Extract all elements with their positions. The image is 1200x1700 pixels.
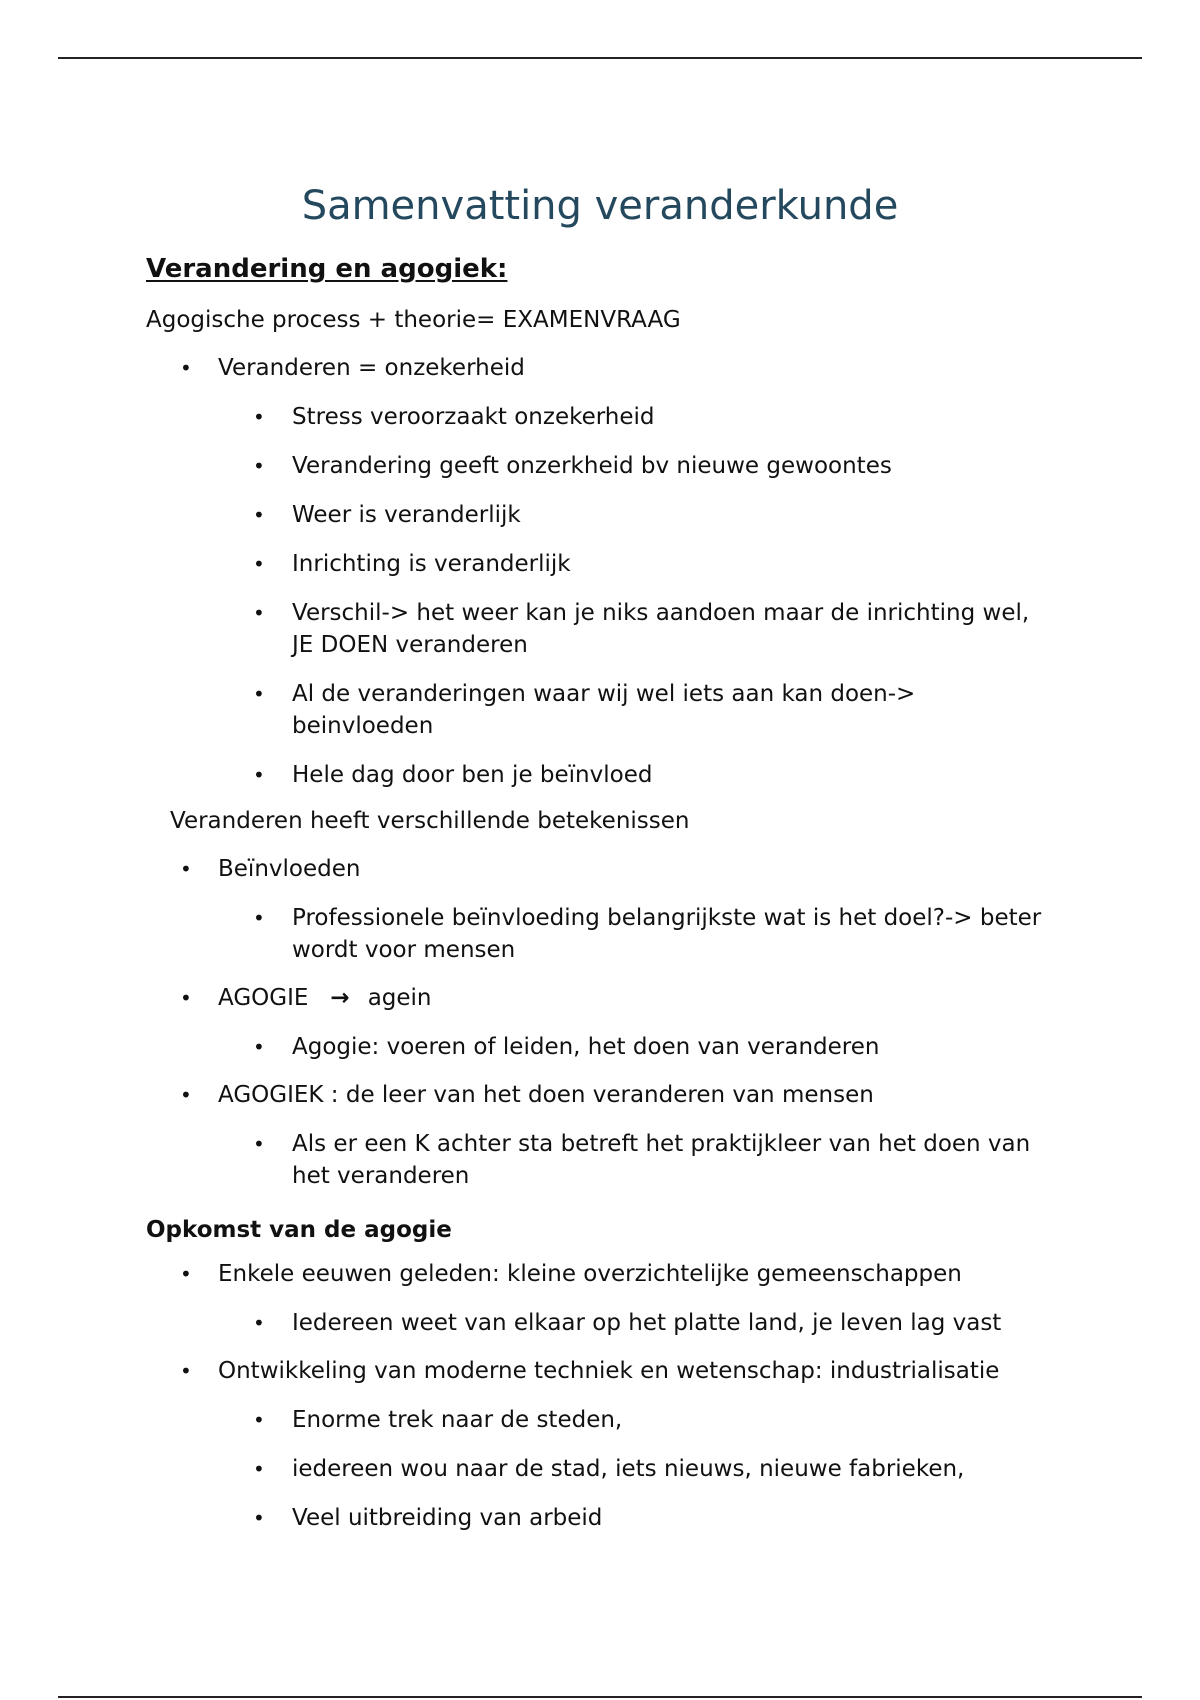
bullet-icon: •: [180, 986, 192, 1010]
bullet-icon: •: [180, 857, 192, 881]
sub-list-item-text: Verschil-> het weer kan je niks aandoen maar de inrichting wel, JE DOEN veranderen: [292, 600, 1030, 658]
bullet-icon: •: [180, 1083, 192, 1107]
header-rule: [58, 57, 1142, 59]
bullet-icon: •: [180, 1262, 192, 1286]
sub-list-item-text: iedereen wou naar de stad, iets nieuws, nieuwe fabrieken,: [292, 1456, 965, 1482]
bullet-icon: •: [180, 1359, 192, 1383]
sub-list-item-text: Professionele beïnvloeding belangrijkste wat is het doel?-> beter wordt voor mensen: [292, 905, 1042, 963]
sub-list-item: [146, 548, 1046, 580]
bullet-icon: •: [253, 552, 265, 576]
section-heading-opkomst-van-de-agogie: Opkomst van de agogie: [146, 1217, 452, 1243]
bullet-icon: •: [253, 1506, 265, 1530]
list-item-text: Beïnvloeden: [218, 856, 361, 882]
sub-bullet-list: [146, 902, 1046, 966]
sub-list-item: [146, 902, 1046, 966]
sub-list-item-text: Weer is veranderlijk: [292, 502, 521, 528]
sub-list-item: [146, 1307, 1046, 1339]
section-heading-verandering-en-agogiek: Verandering en agogiek:: [146, 254, 508, 284]
sub-list-item-text: Stress veroorzaakt onzekerheid: [292, 404, 655, 430]
meanings-line: Veranderen heeft verschillende betekenissen: [170, 808, 690, 834]
bullet-icon: •: [180, 356, 192, 380]
bullet-list: [146, 352, 1046, 791]
bullet-icon: •: [253, 682, 265, 706]
bullet-list: [146, 853, 1046, 1192]
sub-list-item-text: Veel uitbreiding van arbeid: [292, 1505, 603, 1531]
bullet-icon: •: [253, 1311, 265, 1335]
sub-bullet-list: [146, 1031, 1046, 1063]
list-item-text: AGOGIEK : de leer van het doen veranderen van mensen: [218, 1082, 874, 1108]
sub-list-item-text: Als er een K achter sta betreft het praktijkleer van het doen van het veranderen: [292, 1131, 1031, 1189]
bullet-icon: •: [253, 454, 265, 478]
document-title: Samenvatting veranderkunde: [301, 183, 899, 229]
sub-bullet-list: [146, 401, 1046, 791]
sub-list-item: [146, 450, 1046, 482]
list-item: [146, 1355, 1046, 1534]
sub-list-item-text: Verandering geeft onzerkheid bv nieuwe gewoontes: [292, 453, 892, 479]
bullet-icon: •: [253, 763, 265, 787]
sub-list-item-text: Enorme trek naar de steden,: [292, 1407, 623, 1433]
list-item-text: agein: [367, 985, 432, 1011]
sub-list-item: [146, 1404, 1046, 1436]
list-item: [146, 1079, 1046, 1192]
bullet-icon: •: [253, 503, 265, 527]
sub-list-item-text: Al de veranderingen waar wij wel iets aan kan doen-> beinvloeden: [292, 681, 916, 739]
sub-list-item: [146, 1453, 1046, 1485]
list-item-text: Ontwikkeling van moderne techniek en wetenschap: industrialisatie: [218, 1358, 1000, 1384]
sub-list-item: [146, 499, 1046, 531]
sub-bullet-list: [146, 1128, 1046, 1192]
sub-list-item: [146, 1031, 1046, 1063]
sub-list-item-text: Agogie: voeren of leiden, het doen van veranderen: [292, 1034, 880, 1060]
list-item: [146, 1258, 1046, 1339]
list-item: [146, 853, 1046, 966]
footer-rule: [58, 1696, 1142, 1698]
list-item-text: AGOGIE: [218, 985, 309, 1011]
sub-bullet-list: [146, 1404, 1046, 1534]
sub-list-item: [146, 401, 1046, 433]
bullet-icon: •: [253, 405, 265, 429]
sub-list-item: [146, 597, 1046, 661]
bullet-icon: •: [253, 1035, 265, 1059]
sub-list-item: [146, 1128, 1046, 1192]
bullet-icon: •: [253, 601, 265, 625]
sub-list-item-text: Hele dag door ben je beïnvloed: [292, 762, 653, 788]
bullet-icon: •: [253, 1457, 265, 1481]
sub-bullet-list: [146, 1307, 1046, 1339]
sub-list-item: [146, 1502, 1046, 1534]
sub-list-item: [146, 759, 1046, 791]
document-body: [146, 178, 1046, 1534]
list-item-text: Enkele eeuwen geleden: kleine overzichtelijke gemeenschappen: [218, 1261, 962, 1287]
list-item-text: Veranderen = onzekerheid: [218, 355, 525, 381]
sub-list-item-text: Inrichting is veranderlijk: [292, 551, 571, 577]
bullet-icon: •: [253, 906, 265, 930]
list-item: [146, 982, 1046, 1063]
arrow-right-icon: →: [330, 985, 350, 1011]
sub-list-item: [146, 678, 1046, 742]
sub-list-item-text: Iedereen weet van elkaar op het platte land, je leven lag vast: [292, 1310, 1002, 1336]
bullet-icon: •: [253, 1408, 265, 1432]
bullet-icon: •: [253, 1132, 265, 1156]
intro-line: Agogische process + theorie= EXAMENVRAAG: [146, 307, 681, 333]
bullet-list: [146, 1258, 1046, 1534]
list-item: [146, 352, 1046, 791]
